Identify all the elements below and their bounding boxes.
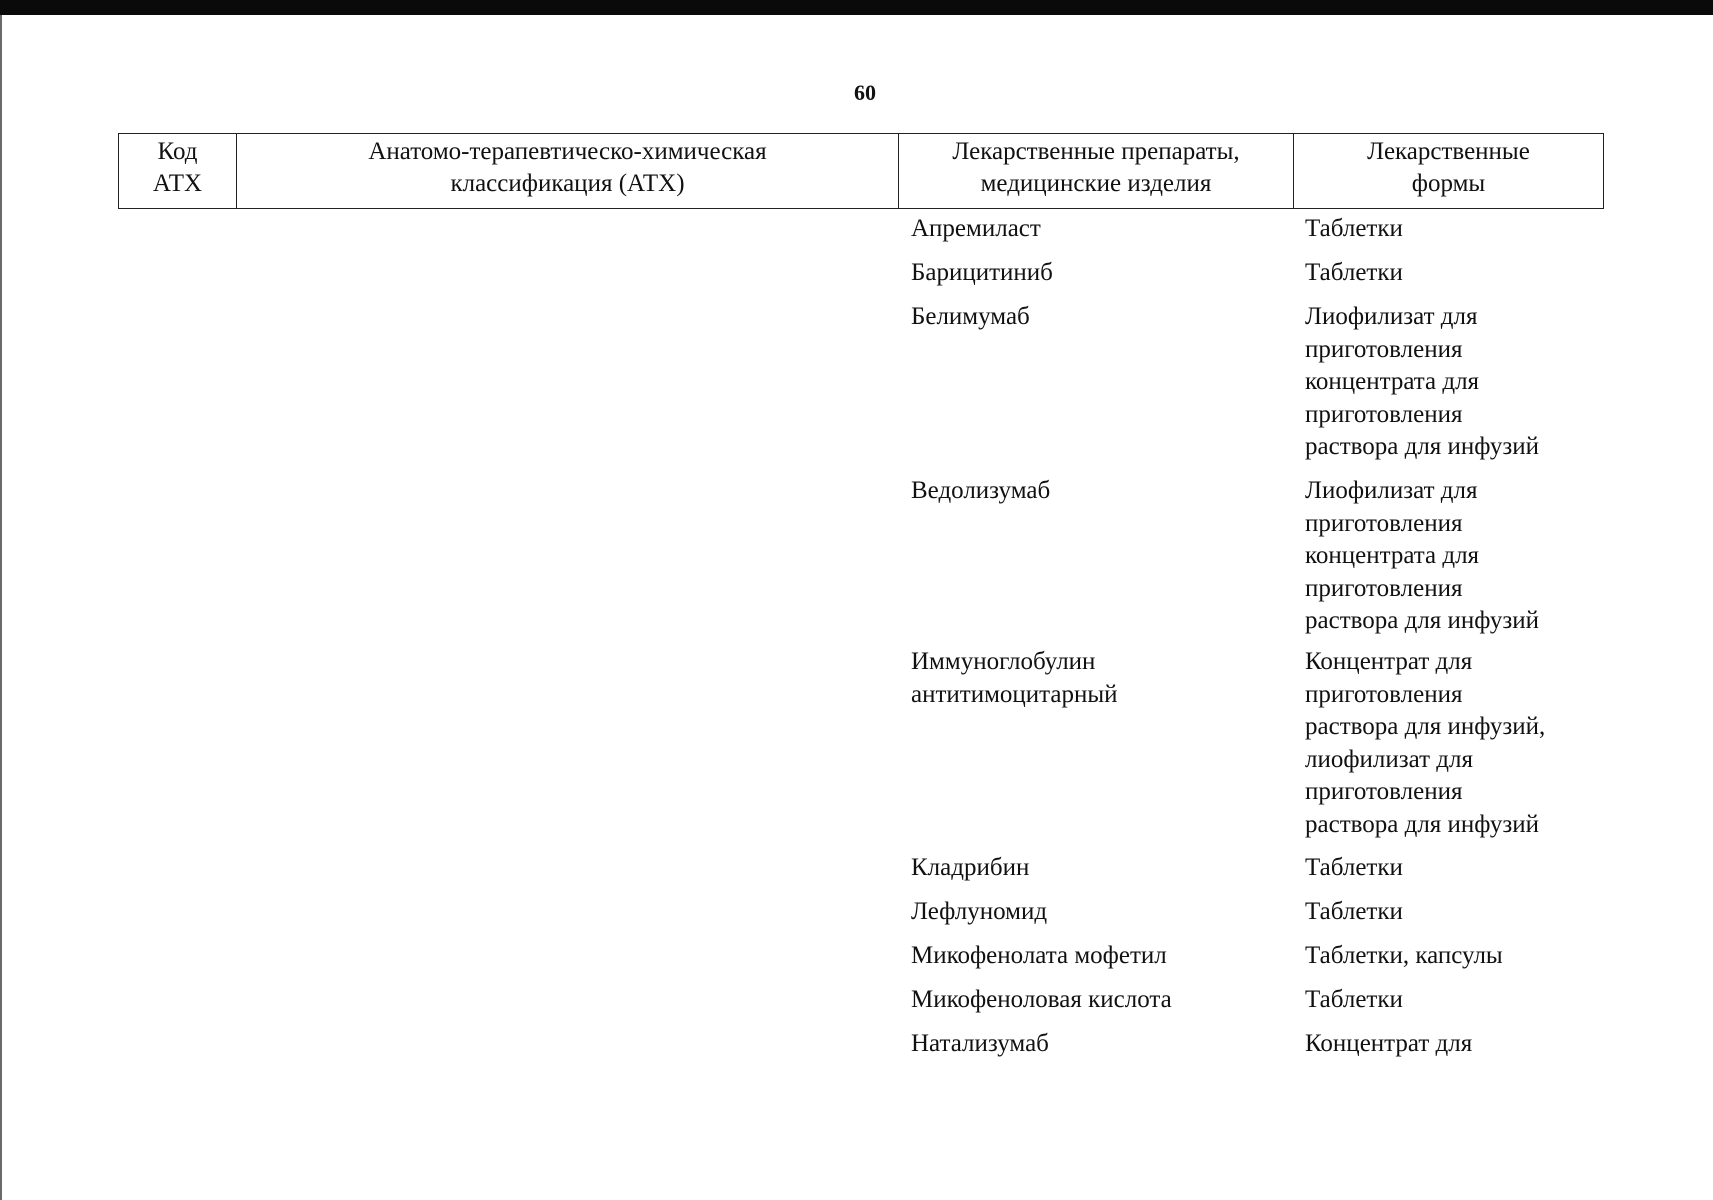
dosage-form: Таблетки (1305, 986, 1403, 1013)
dosage-form: Таблетки (1305, 215, 1403, 242)
dosage-form: Таблетки, капсулы (1305, 942, 1503, 969)
dosage-form: Таблетки (1305, 259, 1403, 286)
drug-name: Лефлуномид (911, 898, 1048, 925)
drug-name: Микофеноловая кислота (911, 986, 1172, 1013)
drug-name: Апремиласт (911, 215, 1041, 242)
drug-name: Кладрибин (911, 854, 1030, 881)
dosage-form: Концентрат для приготовления раствора для инфузий, лиофилизат для приготовления раствора для инфузий (1305, 648, 1546, 838)
dosage-form: Лиофилизат для приготовления концентрата для приготовления раствора для инфузий (1305, 477, 1540, 634)
drug-name: Ведолизумаб (911, 477, 1051, 504)
dosage-form: Таблетки (1305, 854, 1403, 881)
header-drugs-devices: Лекарственные препараты, медицинские изделия (899, 134, 1294, 209)
drug-name: Иммуноглобулин антитимоцитарный (911, 648, 1118, 708)
drug-name: Микофенолата мофетил (911, 942, 1167, 969)
dosage-form: Лиофилизат для приготовления концентрата для приготовления раствора для инфузий (1305, 303, 1540, 460)
dosage-form: Концентрат для (1305, 1030, 1473, 1057)
drug-name: Барицитиниб (911, 259, 1053, 286)
drug-name: Белимумаб (911, 303, 1030, 330)
dosage-form: Таблетки (1305, 898, 1403, 925)
header-dosage-forms: Лекарственные формы (1294, 134, 1604, 209)
page-number: 60 (854, 80, 876, 105)
header-code-atc: Код АТХ (119, 134, 237, 209)
header-atc-classification: Анатомо-терапевтическо-химическая классификация (АТХ) (237, 134, 899, 209)
drug-name: Натализумаб (911, 1030, 1049, 1057)
